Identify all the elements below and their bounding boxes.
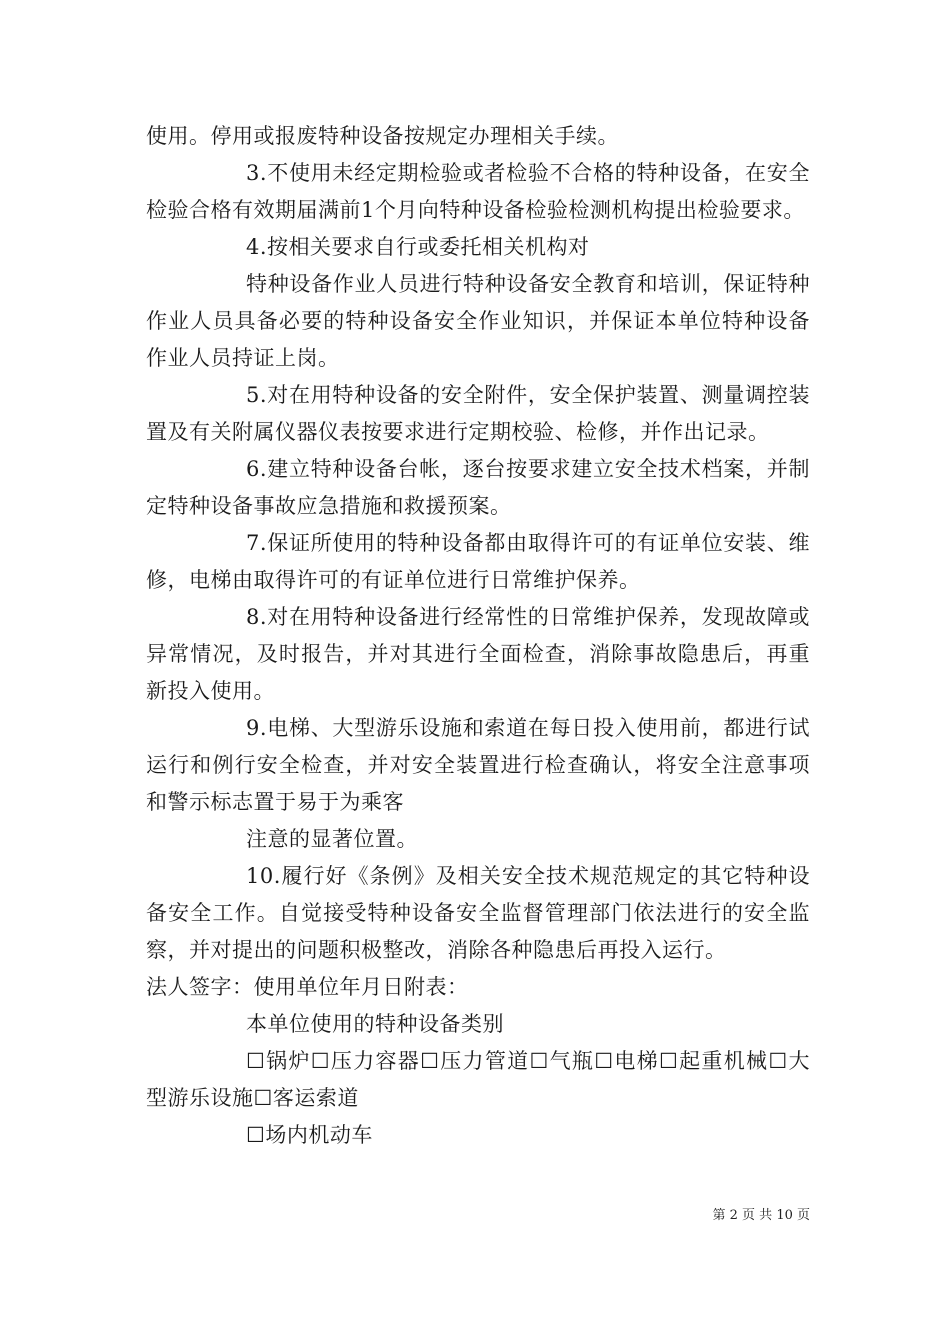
paragraph-4: 特种设备作业人员进行特种设备安全教育和培训，保证特种作业人员具备必要的特种设备安全作业知识，并保证本单位特种设备作业人员持证上岗。 [146, 272, 810, 370]
paragraph-2: 3.不使用未经定期检验或者检验不合格的特种设备，在安全检验合格有效期届满前1个月向特种设备检验检测机构提出检验要求。 [146, 161, 810, 222]
paragraph-3: 4.按相关要求自行或委托相关机构对 [246, 235, 590, 259]
paragraph-6: 6.建立特种设备台帐，逐台按要求建立安全技术档案，并制定特种设备事故应急措施和救援预案。 [146, 457, 810, 518]
paragraph-8: 8.对在用特种设备进行经常性的日常维护保养，发现故障或异常情况，及时报告，并对其进行全面检查，消除事故隐患后，再重新投入使用。 [146, 605, 810, 703]
page-number-footer: 第 2 页 共 10 页 [712, 1208, 810, 1223]
paragraph-11: 10.履行好《条例》及相关安全技术规范规定的其它特种设备安全工作。自觉接受特种设备安全监督管理部门依法进行的安全监察，并对提出的问题积极整改，消除各种隐患后再投入运行。 [146, 864, 810, 962]
equipment-category-heading: 本单位使用的特种设备类别 [246, 1012, 504, 1036]
paragraph-1: 使用。停用或报废特种设备按规定办理相关手续。 [146, 124, 619, 148]
paragraph-5: 5.对在用特种设备的安全附件，安全保护装置、测量调控装置及有关附属仪器仪表按要求进行定期校验、检修，并作出记录。 [146, 383, 810, 444]
equipment-checkbox-list: ☐锅炉☐压力容器☐压力管道☐气瓶☐电梯☐起重机械☐大型游乐设施☐客运索道 [146, 1049, 810, 1110]
paragraph-10: 注意的显著位置。 [246, 827, 418, 851]
paragraph-7: 7.保证所使用的特种设备都由取得许可的有证单位安装、维修，电梯由取得许可的有证单位进行日常维护保养。 [146, 531, 810, 592]
paragraph-9: 9.电梯、大型游乐设施和索道在每日投入使用前，都进行试运行和例行安全检查，并对安全装置进行检查确认，将安全注意事项和警示标志置于易于为乘客 [146, 716, 810, 814]
signature-line: 法人签字：使用单位年月日附表： [146, 975, 469, 999]
equipment-checkbox-vehicle: ☐场内机动车 [246, 1123, 373, 1147]
document-body [146, 118, 810, 1154]
